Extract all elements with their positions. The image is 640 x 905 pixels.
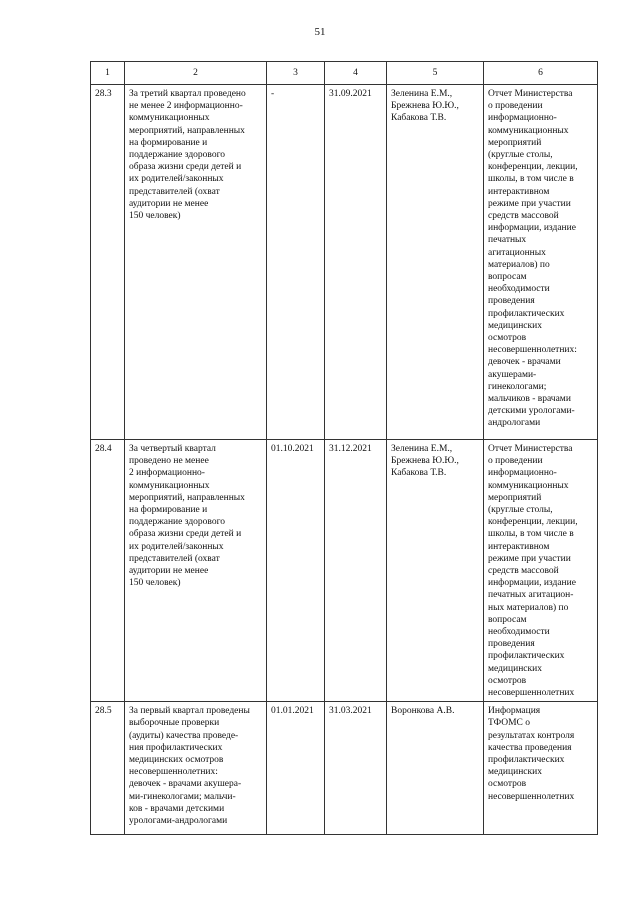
header-cell-1: 1 — [91, 62, 125, 85]
end-date-cell: 31.09.2021 — [325, 85, 387, 440]
result-cell: Информация ТФОМС о результатах контроля качества проведения профилактических медицинских осмотров несовершеннолетних — [484, 702, 598, 835]
start-date-cell: - — [267, 85, 325, 440]
table-header-row — [91, 62, 598, 85]
start-date-cell: 01.01.2021 — [267, 702, 325, 835]
start-date-cell: 01.10.2021 — [267, 440, 325, 702]
event-cell: За третий квартал проведено не менее 2 информационно- коммуникационных мероприятий, направленных на формирование и поддержание здорового образа жизни среди детей и их родителей/законных представителей (охват аудитории не менее 150 человек) — [125, 85, 267, 440]
event-cell: За первый квартал проведены выборочные проверки (аудиты) качества проведе- ния профилактических медицинских осмотров несовершеннолетних: девочек - врачами акушера- ми-гинекологами; мальчи- ков - врачами детскими урологами-андрологами — [125, 702, 267, 835]
row-number-cell: 28.3 — [91, 85, 125, 440]
responsible-cell: Воронкова А.В. — [387, 702, 484, 835]
responsible-cell: Зеленина Е.М., Брежнева Ю.Ю., Кабакова Т.В. — [387, 440, 484, 702]
row-number-cell: 28.4 — [91, 440, 125, 702]
result-cell: Отчет Министерства о проведении информационно- коммуникационных мероприятий (круглые столы, конференции, лекции, школы, в том числе в интерактивном режиме при участии средств массовой информации, издание печатных агитацион- ных материалов) по вопросам необходимости проведения профилактических медицинских осмотров несовершеннолетних — [484, 440, 598, 702]
page-number: 51 — [314, 26, 326, 38]
row-number-cell: 28.5 — [91, 702, 125, 835]
plan-table — [90, 61, 598, 835]
header-cell-6: 6 — [484, 62, 598, 85]
table-row — [91, 702, 598, 835]
header-cell-5: 5 — [387, 62, 484, 85]
responsible-cell: Зеленина Е.М., Брежнева Ю.Ю., Кабакова Т.В. — [387, 85, 484, 440]
header-cell-4: 4 — [325, 62, 387, 85]
table-row — [91, 85, 598, 440]
header-cell-2: 2 — [125, 62, 267, 85]
header-cell-3: 3 — [267, 62, 325, 85]
end-date-cell: 31.12.2021 — [325, 440, 387, 702]
end-date-cell: 31.03.2021 — [325, 702, 387, 835]
table-row — [91, 440, 598, 702]
result-cell: Отчет Министерства о проведении информационно- коммуникационных мероприятий (круглые столы, конференции, лекции, школы, в том числе в интерактивном режиме при участии средств массовой информации, издание печатных агитационных материалов) по вопросам необходимости проведения профилактических медицинских осмотров несовершеннолетних: девочек - врачами акушерами- гинекологами; мальчиков - врачами детскими урологами- андрологами — [484, 85, 598, 440]
event-cell: За четвертый квартал проведено не менее 2 информационно- коммуникационных мероприятий, направленных на формирование и поддержание здорового образа жизни среди детей и их родителей/законных представителей (охват аудитории не менее 150 человек) — [125, 440, 267, 702]
